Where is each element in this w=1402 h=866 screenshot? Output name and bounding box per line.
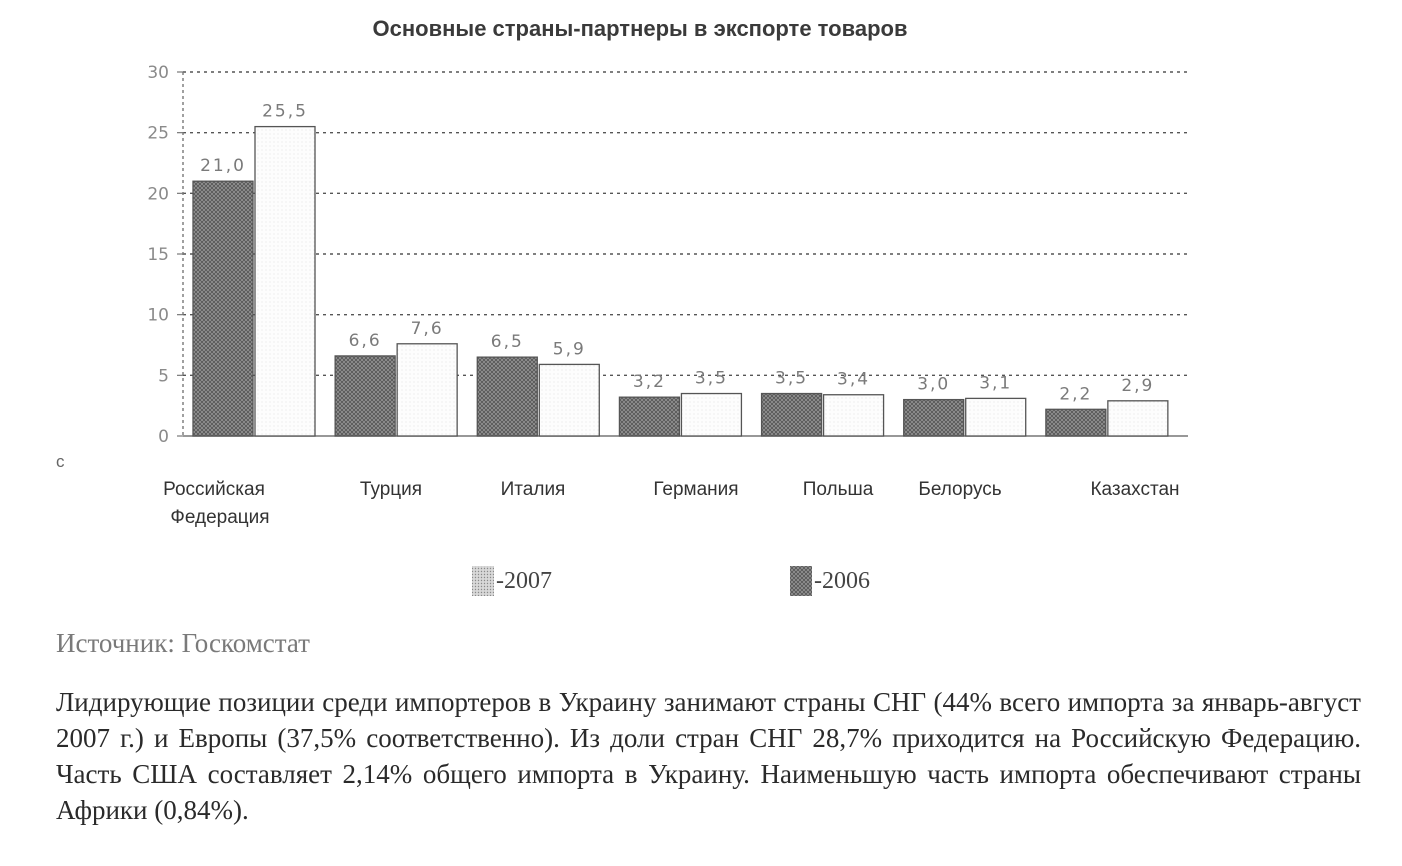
data-label-2007-3: 3,5 — [694, 368, 728, 389]
bar-2006-0 — [193, 181, 253, 436]
bar-2006-6 — [1046, 409, 1106, 436]
bar-2006-2 — [477, 357, 537, 436]
legend — [472, 566, 870, 596]
data-label-2006-4: 3,5 — [775, 368, 809, 389]
data-label-2007-0: 25,5 — [262, 101, 308, 122]
bar-2007-0 — [255, 127, 315, 436]
data-label-2007-5: 3,1 — [979, 373, 1013, 394]
stray-mark: с — [56, 452, 65, 471]
bar-2007-2 — [539, 364, 599, 436]
category-label-0: Российская — [163, 479, 265, 500]
data-label-2006-5: 3,0 — [917, 374, 951, 395]
x-axis-categories — [163, 479, 1179, 528]
y-tick-label: 25 — [147, 123, 169, 144]
category-label-2: Италия — [500, 479, 566, 500]
data-label-2007-2: 5,9 — [552, 339, 586, 360]
legend-label-2007: -2007 — [496, 568, 552, 594]
category-label-0: Федерация — [170, 507, 270, 528]
chart-title: Основные страны-партнеры в экспорте товаров — [372, 16, 908, 41]
category-label-4: Польша — [802, 479, 874, 500]
y-axis-ticks — [147, 63, 169, 447]
y-tick-label: 20 — [147, 184, 169, 205]
category-label-3: Германия — [653, 479, 739, 500]
data-label-2006-0: 21,0 — [200, 156, 246, 177]
category-label-1: Турция — [359, 479, 423, 500]
data-label-2006-1: 6,6 — [348, 330, 382, 351]
y-tick-label: 30 — [147, 63, 169, 83]
data-label-2007-1: 7,6 — [410, 318, 444, 339]
legend-label-2006: -2006 — [814, 568, 870, 594]
y-tick-label: 5 — [158, 366, 169, 387]
data-label-2007-4: 3,4 — [837, 369, 871, 390]
bar-2007-4 — [824, 395, 884, 436]
data-label-2006-6: 2,2 — [1059, 384, 1093, 405]
legend-swatch-2006 — [790, 566, 812, 596]
y-tick-label: 15 — [147, 245, 169, 265]
bars — [193, 127, 1168, 436]
data-label-2006-2: 6,5 — [490, 332, 524, 353]
data-label-2006-3: 3,2 — [632, 372, 666, 393]
body-paragraph: Лидирующие позиции среди импортеров в Украину занимают страны СНГ (44% всего импорта за январь-август 2007 г.) и Европы (37,5% соответственно). Из доли стран СНГ 28,7% приходится на Российскую Федерацию. Часть США составляет 2,14% общего импорта в Украину. Наименьшую часть импорта обеспечивают страны Африки (0,84%). — [56, 687, 1361, 825]
category-label-5: Белорусь — [918, 479, 1002, 500]
bar-2006-3 — [619, 397, 679, 436]
y-tick-label: 0 — [158, 427, 169, 447]
data-label-2007-6: 2,9 — [1121, 375, 1155, 396]
bar-2006-5 — [904, 400, 964, 436]
source-note: Источник: Госкомстат — [56, 628, 310, 658]
bar-2007-3 — [681, 394, 741, 436]
grid-lines — [183, 72, 1188, 375]
y-tick-label: 10 — [147, 305, 169, 326]
bar-2007-6 — [1108, 401, 1168, 436]
bar-2006-1 — [335, 356, 395, 436]
bar-2007-5 — [966, 398, 1026, 436]
bar-2007-1 — [397, 344, 457, 436]
legend-swatch-2007 — [472, 566, 494, 596]
category-label-6: Казахстан — [1090, 479, 1180, 500]
bar-2006-4 — [762, 394, 822, 436]
